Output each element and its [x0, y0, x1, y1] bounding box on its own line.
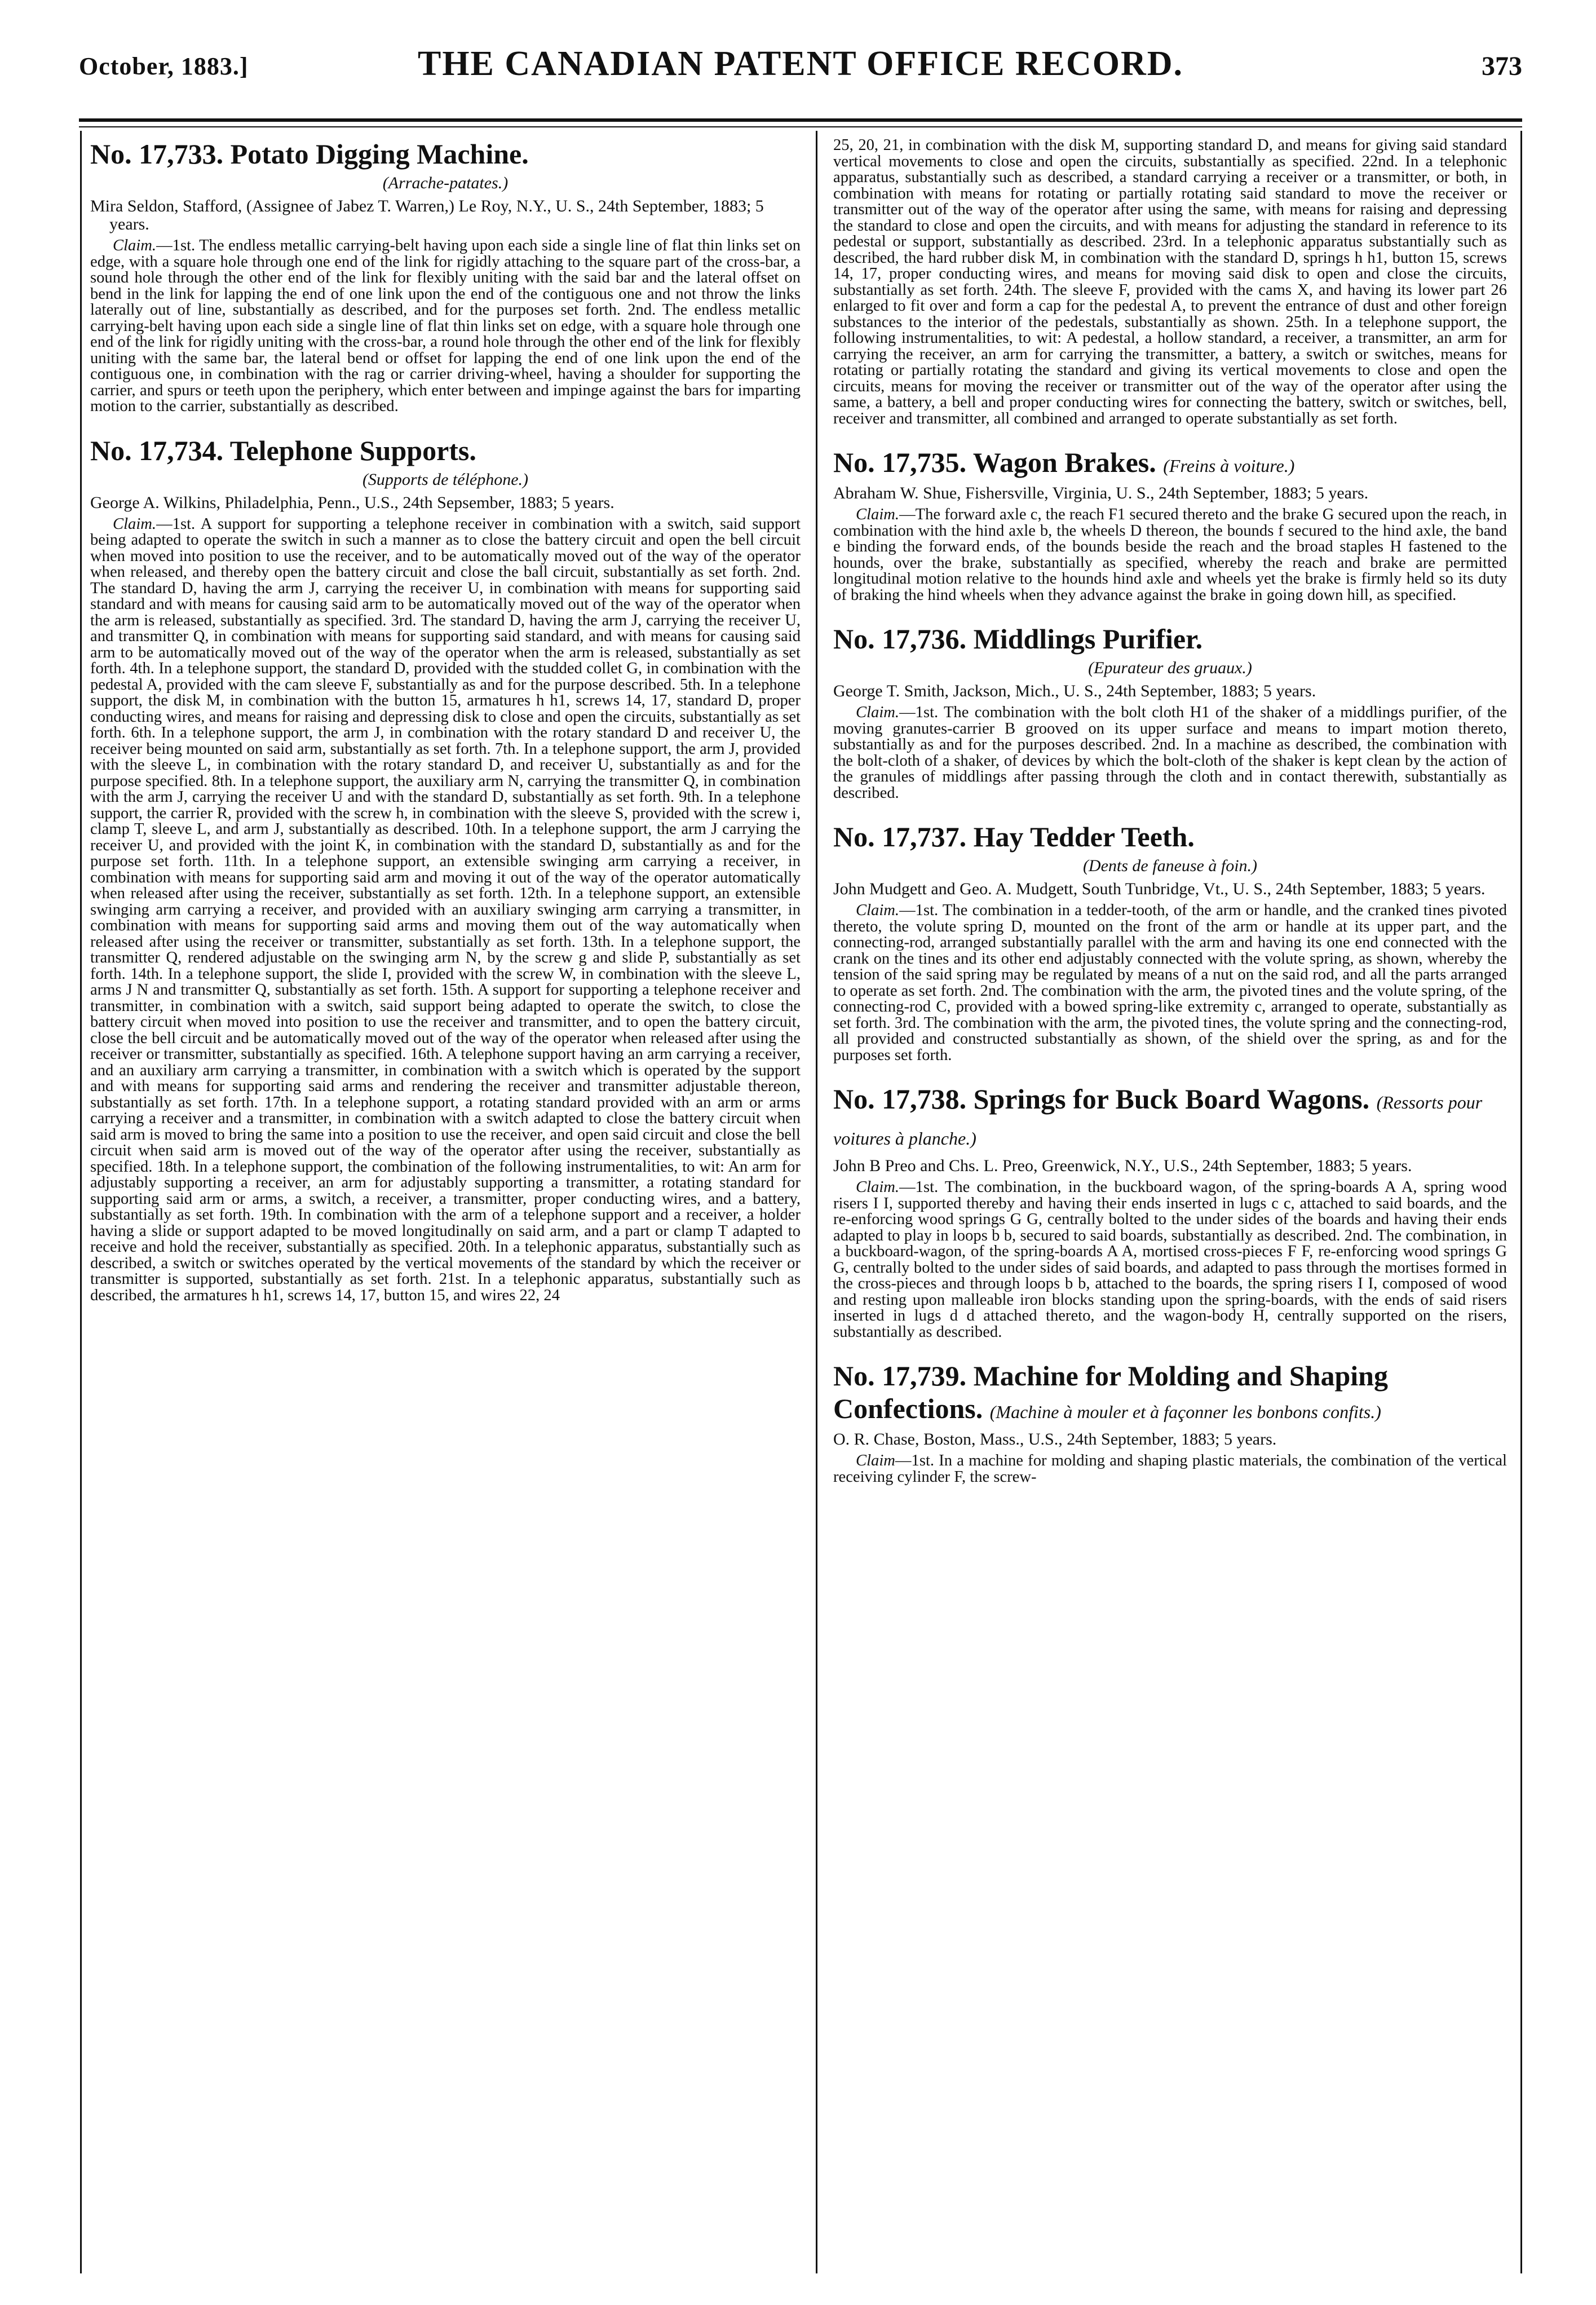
- issue-date: October, 1883.]: [79, 52, 249, 80]
- patent-title: No. 17,736. Middlings Purifier.: [833, 623, 1203, 655]
- patent-entry-17736: [833, 622, 1507, 801]
- patent-title: No. 17,734. Telephone Supports.: [90, 434, 476, 466]
- claim-text: —1st. In a machine for molding and shaping plastic materials, the combination of the vertical receiving cylinder F, the screw-: [833, 1452, 1507, 1486]
- patent-claim: [833, 1180, 1507, 1340]
- patent-french-title: (Epurateur des gruaux.): [1088, 659, 1252, 677]
- right-border-rule: [1520, 131, 1522, 2273]
- patent-inventor: John B Preo and Chs. L. Preo, Greenwick, N.Y., U.S., 24th September, 1883; 5 years.: [833, 1156, 1412, 1175]
- patent-title: No. 17,733. Potato Digging Machine.: [90, 138, 529, 170]
- patent-french-title: (Freins à voiture.): [1163, 456, 1295, 476]
- publication-title: THE CANADIAN PATENT OFFICE RECORD.: [417, 45, 1184, 83]
- patent-claim: [833, 705, 1507, 801]
- patent-entry-17735: [833, 446, 1507, 603]
- patent-french-title: (Supports de téléphone.): [362, 470, 529, 489]
- patent-claim: [833, 507, 1507, 603]
- claim-label: Claim.: [113, 237, 157, 254]
- claim-label: Claim.: [856, 902, 900, 919]
- claim-text: —1st. The endless metallic carrying-belt having upon each side a single line of flat thin links set on edge, with a square hole through one end of the link for rigidly attaching to the square part of the cross-bar, a sound hole through the other end of the link for flexibly uniting with the said bar and the lateral offset on bend in the link for lapping the end of one link upon the end of the contiguous one and not throw the links laterally out of line, substantially as described, and for the purposes set forth. 2nd. The endless metallic carrying-belt having upon each side a single line of flat thin links set on edge, with a square hole through one end of the link for rigidly uniting with the cross-bar, a round hole through the other end of the link for flexibly uniting with the same bar, the lateral bend or offset for lapping the end of one link upon the end of the contiguous one, in combination with the rag or carrier driving-wheel, having a shoulder for supporting the carrier, and spurs or teeth upon the periphery, which enter between and impinge against the bars for imparting motion to the carrier, substantially as described.: [90, 237, 801, 415]
- claim-text: —1st. A support for supporting a telephone receiver in combination with a switch, said support being adapted to operate the switch in such a manner as to close the battery circuit and open the bell circuit when moved into position to use the receiver, and to be automatically moved out of the way of the operator when released, and thereby open the battery circuit and close the ball circuit, substantially as set forth. 2nd. The standard D, having the arm J, carrying the receiver U, in combination with means for supporting said standard and with means for causing said arm to be automatically moved out of the way of the operator when the arm is released, substantially as specified. 3rd. The standard D, having the arm J, carrying the receiver U, and transmitter Q, in combination with means for supporting said standard, and with means for causing said arm to be automatically moved out of the way of the operator when the arm is released, substantially as set forth. 4th. In a telephone support, the standard D, provided with the studded collet G, in combination with the pedestal A, provided with the cam sleeve F, substantially as and for the purpose described. 5th. In a telephone support, the disk M, in combination with the button 15, armatures h h1, screws 14, 17, standard D, proper conducting wires, and means for raising and depressing disk to close and open the circuits, substantially as set forth. 6th. In a telephone support, the arm J, in combination with the rotary standard D and receiver U, the receiver being mounted on said arm, substantially as set forth. 7th. In a telephone support, the arm J, provided with the sleeve L, in combination with the rotary standard D, and receiver U, substantially as and for the purpose specified. 8th. In a telephone support, the auxiliary arm N, carrying the transmitter Q, in combination with the arm J, carrying the receiver U and with the standard D, substantially as set forth. 9th. In a telephone support, the carrier R, provided with the screw h, in combination with the sleeve S, provided with the screw i, clamp T, sleeve L, and arm J, substantially as described. 10th. In a telephone support, the arm J carrying the receiver U, and provided with the joint K, in combination with the standard D, substantially as and for the purpose set forth. 11th. In a telephone support, an extensible swinging arm carrying a receiver, in combination with means for supporting said arm and moving it out of the way of the operator automatically when released after using the receiver, substantially as set forth. 12th. In a telephone support, an extensible swinging arm carrying a receiver, and provided with an auxiliary swinging arm carrying a transmitter, in combination with means for supporting said arms and moving them out of the way automatically when released after using the receiver or transmitter, substantially as set forth. 13th. In a telephone support, the transmitter Q, rendered adjustable on the swinging arm N, by the screw g and slide P, substantially as set forth. 14th. In a telephone support, the slide I, provided with the screw W, in combination with the sleeve L, arms J N and transmitter Q, substantially as set forth. 15th. A support for supporting a telephone receiver and transmitter, in combination with a switch, said support being adapted to operate the switch, to close the battery circuit when moved into position to use the receiver and transmitter, and to open the battery circuit, close the bell circuit and be automatically moved out of the way of the operator when released after using the receiver or transmitter, substantially as specified. 16th. A telephone support having an arm carrying a receiver, and an auxiliary arm carrying a transmitter, in combination with a switch which is operated by the support and with means for supporting said arms and rendering the receiver and transmitter adjustable thereon, substantially as set forth. 17th. In a telephone support, a rotating standard provided with an arm or arms carrying a receiver and a transmitter, in combination with a switch adapted to close the battery circuit when said arm is moved to bring the same into a position to use the receiver, and open said circuit and close the bell circuit when said arm is moved out of the way of the operator after using the receiver, substantially as specified. 18th. In a telephone support, the combination of the following instrumentalities, to wit: An arm for adjustably supporting a receiver, an arm for adjustably supporting a transmitter, a rotating standard for supporting said arm or arms, a switch, a receiver, a transmitter, proper conducting wires, and a battery, substantially as set forth. 19th. In combination with the arm of a telephone support and a receiver, a holder having a slide or support adapted to be moved longitudinally on said arm, and a part or clamp T adapted to receive and hold the receiver, substantially as specified. 20th. In a telephonic apparatus, substantially such as described, a switch or switches operated by the vertical movements of the standard by which the receiver or transmitter is supported, substantially as set forth. 21st. In a telephonic apparatus, substantially such as described, the armatures h h1, screws 14, 17, button 15, and wires 22, 24: [90, 515, 801, 1304]
- patent-title: No. 17,737. Hay Tedder Teeth.: [833, 821, 1195, 853]
- patent-inventor: O. R. Chase, Boston, Mass., U.S., 24th September, 1883; 5 years.: [833, 1430, 1277, 1449]
- patent-inventor: Mira Seldon, Stafford, (Assignee of Jabez T. Warren,) Le Roy, N.Y., U. S., 24th September, 1883; 5 years.: [90, 197, 764, 233]
- patent-claim: [90, 238, 801, 415]
- patent-french-title: (Dents de faneuse à foin.): [1082, 856, 1258, 875]
- patent-entry-17734: [90, 434, 801, 1304]
- claim-text: —1st. The combination, in the buckboard wagon, of the spring-boards A A, spring wood risers I I, supported thereby and having their ends inserted in lugs c c, attached to said boards, and the re-enforcing wood springs G G, centrally bolted to the under sides of the boards and having their ends adapted to play in loops b b, secured to said boards, substantially as described. 2nd. The combination, in a buckboard-wagon, of the spring-boards A A, mortised cross-pieces F F, re-enforcing wood springs G G, centrally bolted to the under sides of said boards, and adapted to pass through the mortises formed in the cross-pieces and through loops b b, attached to the boards, the spring risers I I, composed of wood and resting upon malleable iron blocks standing upon the spring-boards, with the ends of said risers inserted in lugs d d attached thereto, and the wagon-body H, centrally supported on the risers, substantially as described.: [833, 1178, 1507, 1341]
- patent-inventor: Abraham W. Shue, Fishersville, Virginia, U. S., 24th September, 1883; 5 years.: [833, 484, 1369, 502]
- left-border-rule: [80, 131, 82, 2273]
- page-number: 373: [1482, 51, 1522, 81]
- claim-text: —1st. The combination in a tedder-tooth, of the arm or handle, and the cranked tines pivoted thereto, the volute spring D, mounted on the front of the arm or handle at its upper part, and the connecting-rod, arranged substantially parallel with the arm and having its one end connected with the crank on the tines and its other end adjustably connected with the volute spring, as shown, whereby the tension of the said spring may be regulated by means of a nut on the said rod, and all the parts arranged to operate as set forth. 2nd. The combination with the arm, the pivoted tines and the volute spring, of the connecting-rod C, provided with a bowed spring-like extremity c, arranged to operate, substantially as set forth. 3rd. The combination with the arm, the pivoted tines, the volute spring and the connecting-rod, all provided and constructed substantially as shown, of the shield over the spring, as and for the purposes set forth.: [833, 902, 1507, 1064]
- patent-claim: [833, 1453, 1507, 1485]
- header-rule-thick: [79, 118, 1522, 122]
- patent-inventor: John Mudgett and Geo. A. Mudgett, South Tunbridge, Vt., U. S., 24th September, 1883; 5 years.: [833, 880, 1486, 898]
- claim-label: Claim.: [856, 506, 900, 523]
- claim-text: —1st. The combination with the bolt cloth H1 of the shaker of a middlings purifier, of the moving granutes-carrier B grooved on its upper surface and means to impart motion thereto, substantially as and for the purposes described. 2nd. In a machine as described, the combination with the bolt-cloth of a shaker, of devices by which the bolt-cloth of the shaker is kept clean by the action of the granules of middlings after passing through the cloth and in contact therewith, substantially as described.: [833, 704, 1507, 802]
- patent-entry-17739: [833, 1359, 1507, 1485]
- claim-label: Claim.: [113, 515, 157, 533]
- claim-label: Claim: [856, 1452, 895, 1469]
- right-column: [833, 138, 1507, 2269]
- patent-claim: [90, 516, 801, 1304]
- patent-claim: [833, 903, 1507, 1063]
- column-divider: [816, 131, 817, 2273]
- page-header: [79, 44, 1522, 89]
- patent-entry-17737: [833, 820, 1507, 1063]
- patent-title: [833, 446, 1507, 482]
- patent-title-text: No. 17,735. Wagon Brakes.: [833, 447, 1156, 478]
- claim-text: —The forward axle c, the reach F1 secured thereto and the brake G secured upon the reach, in combination with the hind axle b, the wheels D thereon, the bounds f secured to the hind axle, the band e binding the forward ends, of the bounds beside the reach and the broad staples H fastened to the hounds, over the brake, substantially as specified, whereby the reach and brake are permitted longitudinal motion relative to the hounds hind axle and wheels yet the brake is firmly held so its duty of braking the hind wheels when they advance against the brake in going down hill, as specified.: [833, 506, 1507, 604]
- patent-title-text: No. 17,738. Springs for Buck Board Wagons.: [833, 1083, 1370, 1115]
- claim-label: Claim.: [856, 704, 900, 721]
- left-column: [90, 138, 801, 2269]
- claim-label: Claim.: [856, 1178, 900, 1196]
- patent-title: [833, 1359, 1507, 1428]
- claim-continuation-17734: [833, 138, 1507, 427]
- patent-title-text: No. 17,739. Machine for Molding and Shaping Confections.: [833, 1360, 1388, 1424]
- patent-title: [833, 1083, 1507, 1155]
- header-rule-thin: [79, 126, 1522, 127]
- patent-french-title: (Ressorts pour voitures à planche.): [833, 1092, 1483, 1149]
- patent-french-title: (Machine à mouler et à façonner les bonbons confits.): [989, 1402, 1381, 1422]
- patent-entry-17733: [90, 138, 801, 415]
- patent-inventor: George T. Smith, Jackson, Mich., U. S., 24th September, 1883; 5 years.: [833, 682, 1316, 700]
- continued-claim-text: 25, 20, 21, in combination with the disk M, supporting standard D, and means for giving said standard vertical movements to close and open the circuits, substantially as specified. 22nd. In a telephonic apparatus, substantially such as described, a standard carrying a receiver or a transmitter, or both, in combination with means for rotating or partially rotating said standard to move the receiver or transmitter out of the way of the operator after using the same, with means for raising and depressing the standard to close and open the circuits, and with means for adjusting the standard in reference to its pedestal or support, substantially as described. 23rd. In a telephonic apparatus substantially such as described, the hard rubber disk M, in combination with the standard D, springs h h1, button 15, screws 14, 17, proper conducting wires, and means for moving said disk to open and close the circuits, substantially as set forth. 24th. The sleeve F, provided with the cams X, and having its lower part 26 enlarged to fit over and form a cap for the pedestal A, to prevent the entrance of dust and other foreign substances to the interior of the pedestals, substantially as shown. 25th. In a telephone support, the following instrumentalities, to wit: A pedestal, a hollow standard, a receiver, a transmitter, an arm for carrying the receiver, an arm for carrying the transmitter, a battery, a switch or switches, means for rotating or partially rotating the standard and giving its vertical movements to close and open the circuits, means for moving the receiver or transmitter out of the way of the operator after using the same, a battery, a bell and proper conducting wires for connecting the battery, switch or switches, bell, receiver and transmitter, all combined and arranged to operate substantially as set forth.: [833, 138, 1507, 427]
- patent-inventor: George A. Wilkins, Philadelphia, Penn., U.S., 24th Sepsember, 1883; 5 years.: [90, 493, 614, 512]
- patent-entry-17738: [833, 1083, 1507, 1340]
- patent-french-title: (Arrache-patates.): [382, 174, 509, 192]
